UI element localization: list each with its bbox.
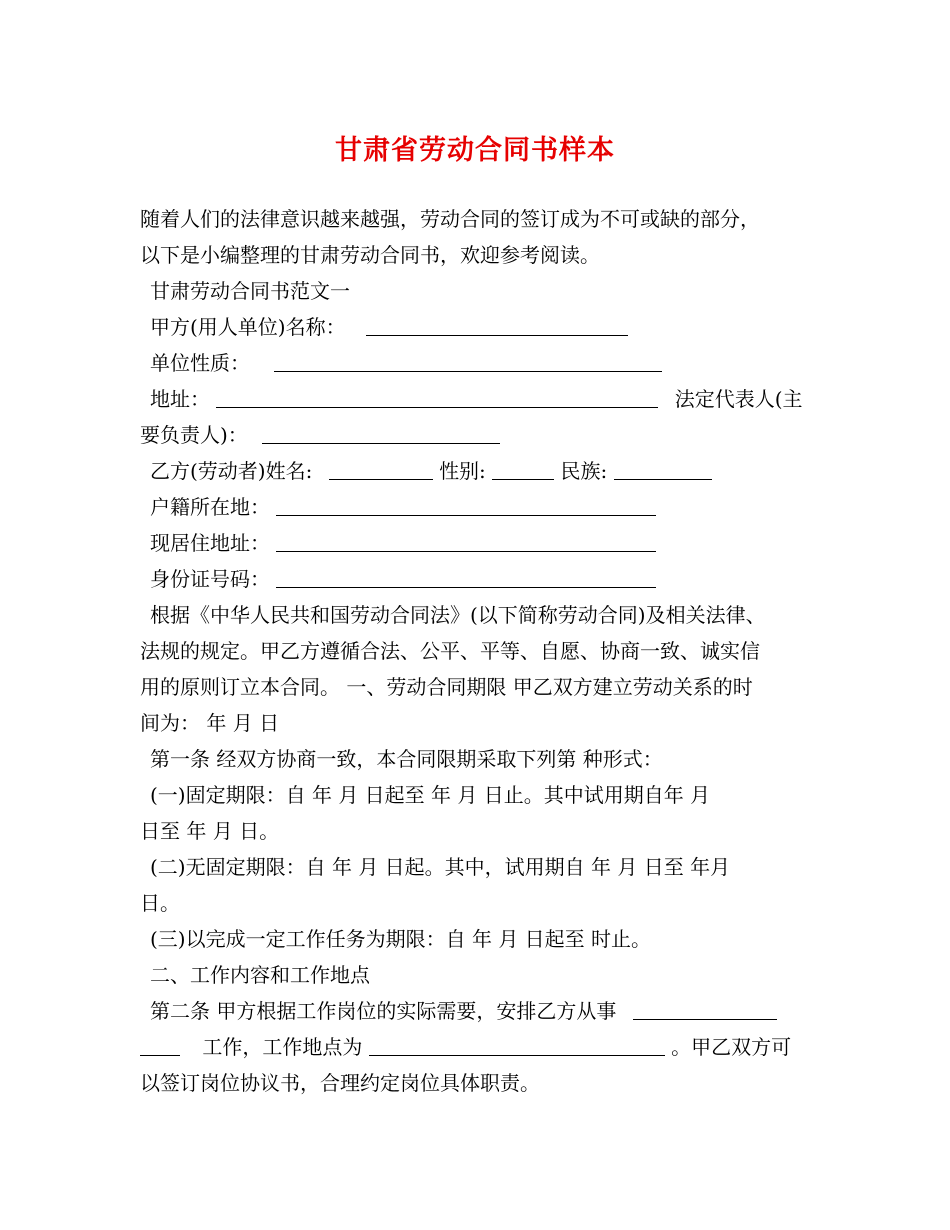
gender-label: 性别: <box>439 459 486 483</box>
article-2-agreement-text: 。甲乙双方可 <box>671 1035 792 1059</box>
task-term: (三)以完成一定工作任务为期限：自 年 月 日起至 时止。 <box>150 927 652 951</box>
household-row <box>140 489 820 525</box>
basis-line-2: 法规的规定。甲乙方遵循合法、公平、平等、自愿、协商一致、诚实信 <box>140 639 760 663</box>
article-2-work-text: 工作，工作地点为 <box>202 1035 363 1059</box>
article-2-line-2 <box>140 1029 820 1065</box>
gender-blank <box>492 455 554 480</box>
party-a-name-row <box>140 309 820 345</box>
intro-line-1: 随着人们的法律意识越来越强，劳动合同的签订成为不可或缺的部分， <box>140 207 760 231</box>
residence-row <box>140 525 820 561</box>
basis-line-3: 用的原则订立本合同。 一、劳动合同期限 甲乙双方建立劳动关系的时 <box>140 675 753 699</box>
residence-label: 现居住地址： <box>150 531 270 555</box>
household-blank <box>276 491 656 516</box>
unit-nature-blank <box>274 347 662 372</box>
work-location-blank <box>369 1031 665 1056</box>
job-blank-cont <box>140 1031 180 1056</box>
party-b-row <box>140 453 820 489</box>
article-2-line-1 <box>140 993 820 1029</box>
residence-blank <box>276 527 656 552</box>
address-blank <box>216 383 658 408</box>
document-body <box>140 201 820 1101</box>
ethnicity-blank <box>614 455 712 480</box>
party-a-name-blank <box>366 311 628 336</box>
section-2-heading: 二、工作内容和工作地点 <box>150 963 370 987</box>
party-b-name-blank <box>329 455 433 480</box>
article-2-text: 第二条 甲方根据工作岗位的实际需要，安排乙方从事 <box>150 999 617 1023</box>
open-term-line-1: (二)无固定期限：自 年 月 日起。其中，试用期自 年 月 日至 年月 <box>150 855 731 879</box>
address-label: 地址： <box>150 387 210 411</box>
household-label: 户籍所在地： <box>150 495 270 519</box>
sample-heading: 甘肃劳动合同书范文一 <box>150 279 350 303</box>
fixed-term-line-1: (一)固定期限：自 年 月 日起至 年 月 日止。其中试用期自年 月 <box>150 783 711 807</box>
fixed-term-line-2: 日至 年 月 日。 <box>140 819 280 843</box>
open-term-line-2: 日。 <box>140 891 180 915</box>
id-label: 身份证号码： <box>150 567 270 591</box>
legal-rep-blank <box>262 419 500 444</box>
legal-rep-label-cont: 要负责人)： <box>140 423 248 447</box>
intro-line-2: 以下是小编整理的甘肃劳动合同书，欢迎参考阅读。 <box>140 243 600 267</box>
id-row <box>140 561 820 597</box>
basis-line-1: 根据《中华人民共和国劳动合同法》(以下简称劳动合同)及相关法律、 <box>150 603 766 627</box>
document-title: 甘肃省劳动合同书样本 <box>335 135 615 166</box>
article-1: 第一条 经双方协商一致，本合同限期采取下列第 种形式： <box>150 747 663 771</box>
party-a-name-label: 甲方(用人单位)名称： <box>150 315 346 339</box>
ethnicity-label: 民族: <box>560 459 608 483</box>
basis-line-4: 间为： 年 月 日 <box>140 711 280 735</box>
article-2-line-3: 以签订岗位协议书，合理约定岗位具体职责。 <box>140 1071 540 1095</box>
unit-nature-label: 单位性质： <box>150 351 250 375</box>
id-blank <box>276 563 656 588</box>
legal-rep-row <box>140 417 820 453</box>
legal-rep-label: 法定代表人(主 <box>674 387 803 411</box>
unit-nature-row <box>140 345 820 381</box>
job-blank <box>633 995 777 1020</box>
party-b-name-label: 乙方(劳动者)姓名: <box>150 459 313 483</box>
address-row <box>140 381 820 417</box>
